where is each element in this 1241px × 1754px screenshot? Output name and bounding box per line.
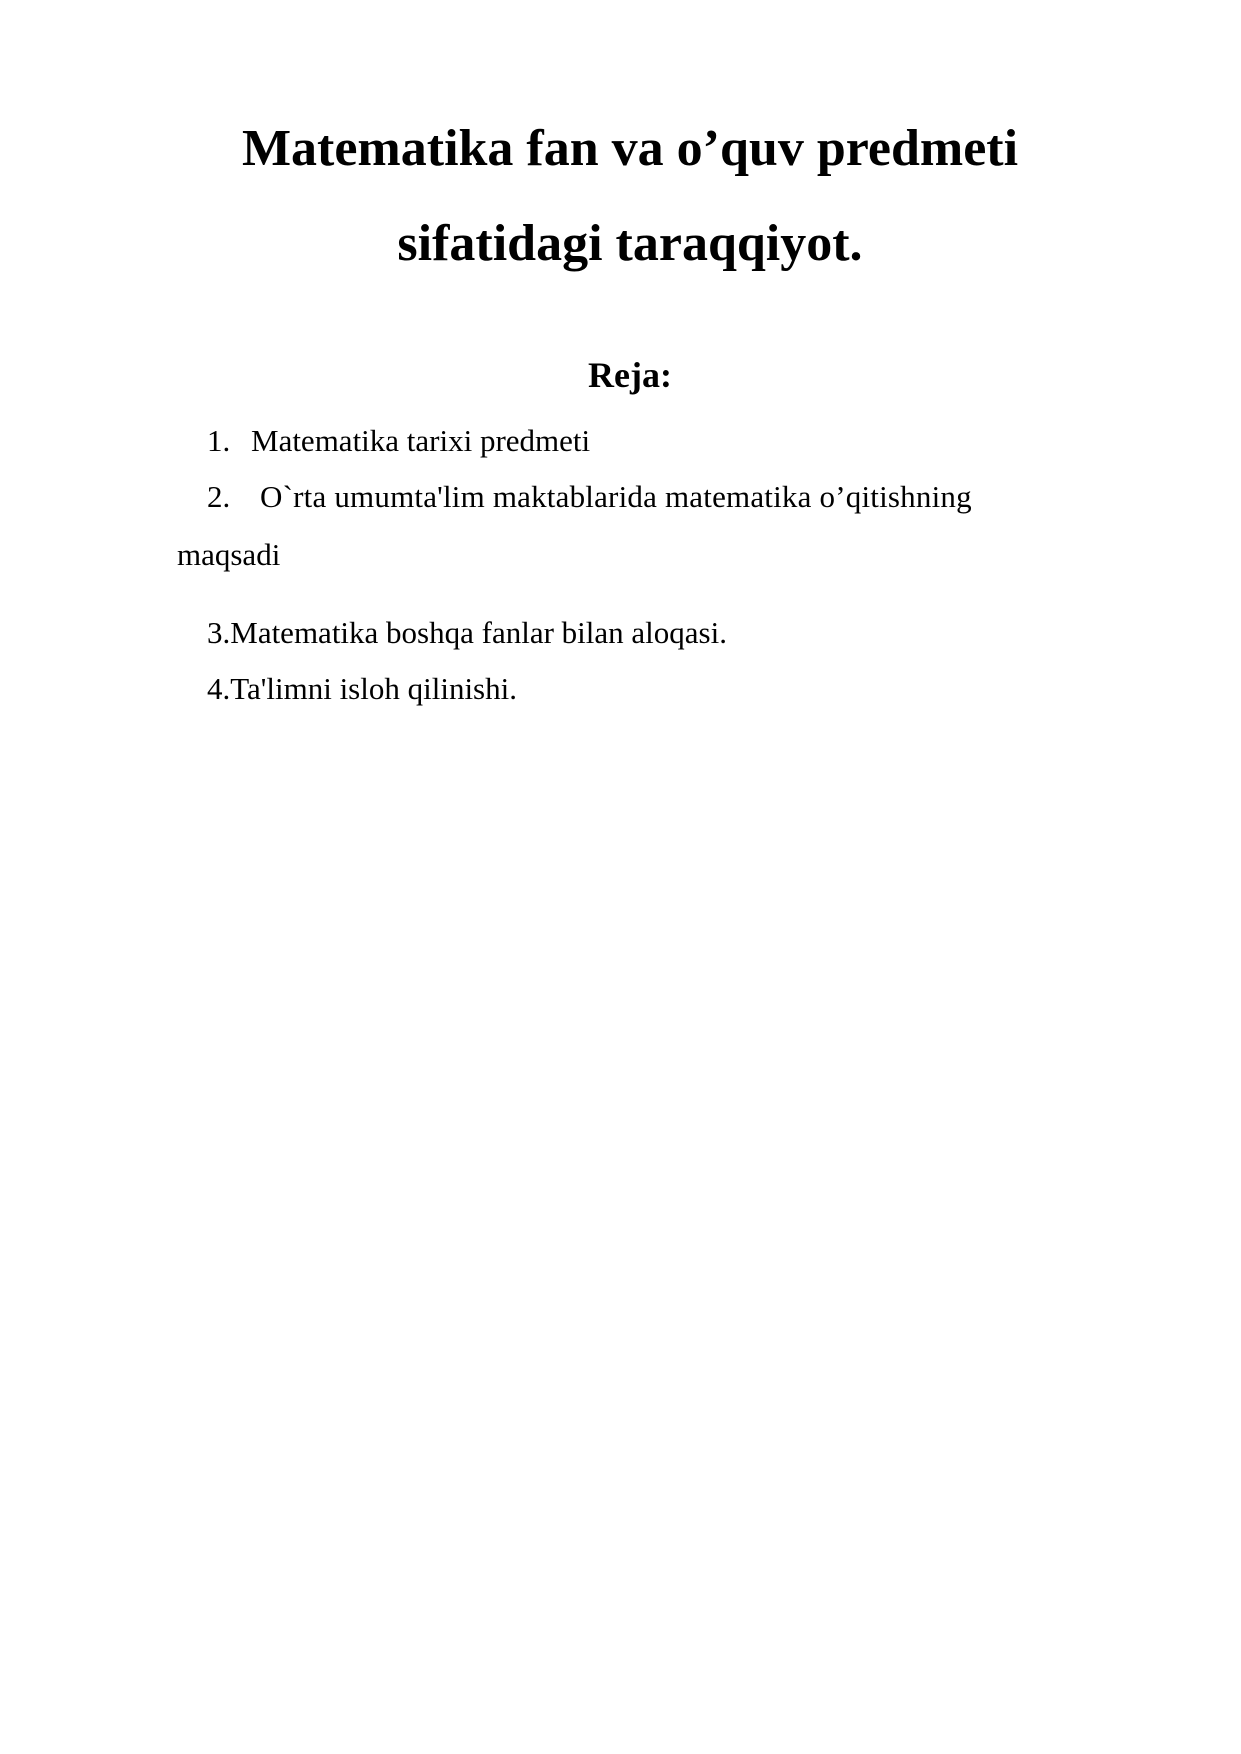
plan-item-number: 3. [207,615,231,650]
plan-item-text: Matematika boshqa fanlar bilan aloqasi. [230,615,727,650]
plan-item-2 [207,481,972,512]
plan-heading: Reja: [588,355,672,395]
plan-item-text: Matematika tarixi predmeti [251,423,591,458]
plan-item-2-continuation: maqsadi [177,537,281,572]
plan-item-number: 4. [207,671,231,706]
title-line-2: sifatidagi taraqqiyot. [397,215,863,272]
plan-item-number: 1. [207,423,231,458]
plan-item-1 [207,425,590,456]
plan-item-number: 2. [207,479,231,514]
plan-item-text: Ta'limni isloh qilinishi. [230,671,517,706]
plan-item-4 [207,673,517,704]
plan-item-3 [207,617,727,648]
title-line-1: Matematika fan va o’quv predmeti [241,120,1019,177]
plan-item-text: O`rta umumta'lim maktablarida matematika o’qitishning [260,479,972,514]
